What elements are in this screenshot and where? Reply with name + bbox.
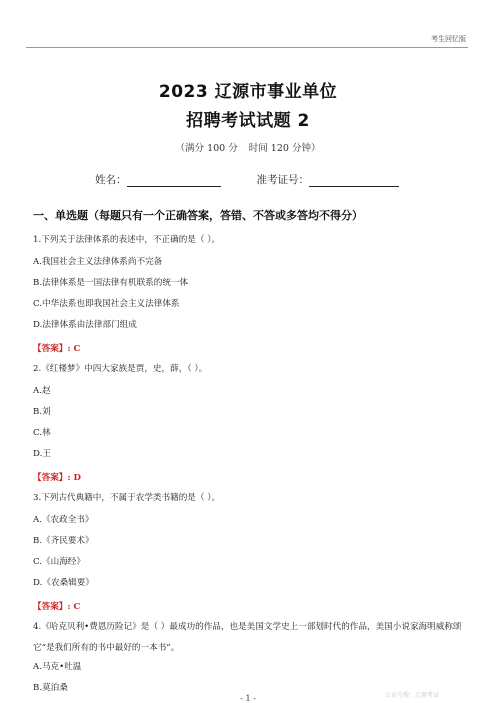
name-blank	[127, 174, 221, 187]
id-label: 准考证号：	[256, 174, 309, 186]
question-stem: 4.《哈克贝利•费恩历险记》是（ ）最成功的作品，也是美国文学史上一部划时代的作品，美国小说家海明威称颂它“是我们所有的书中最好的一本书”。	[33, 622, 462, 653]
answer-label: 【答案】: C	[33, 344, 81, 354]
score-info: （满分 100 分	[175, 143, 238, 154]
question-option: A.《农政全书》	[33, 515, 94, 525]
answer-label: 【答案】: D	[33, 473, 81, 483]
question-option: D.《农桑辑要》	[33, 578, 94, 588]
name-label: 姓名：	[95, 174, 127, 186]
header-divider	[26, 47, 468, 48]
question-option: B.《齐民要术》	[33, 536, 94, 546]
question-option: B.刘	[33, 407, 51, 417]
question-option: C.《山海经》	[33, 557, 85, 567]
question-option: A.马克•吐温	[33, 662, 82, 672]
answer-label: 【答案】: C	[33, 602, 81, 612]
exam-title-line2: 招聘考试试题 2	[186, 111, 310, 131]
question-option: C.中华法系也即我国社会主义法律体系	[33, 299, 180, 309]
section-heading: 一、单选题（每题只有一个正确答案，答错、不答或多答均不得分）	[33, 209, 363, 222]
question-option: B.莫泊桑	[33, 683, 68, 693]
question-option: A.赵	[33, 386, 51, 396]
header-note: 考生回忆版	[431, 35, 466, 43]
question-option: D.法律体系由法律部门组成	[33, 320, 137, 330]
time-info: 时间 120 分钟）	[248, 143, 321, 154]
exam-subtitle	[0, 140, 496, 154]
question-option: A.我国社会主义法律体系尚不完备	[33, 257, 163, 267]
candidate-fields	[95, 172, 399, 187]
question-stem: 1.下列关于法律体系的表述中，不正确的是（ ）。	[33, 235, 221, 245]
watermark: 公众号搜：辽源考试	[385, 692, 440, 699]
question-option: D.王	[33, 449, 51, 459]
exam-title-line1: 2023 辽源市事业单位	[158, 82, 338, 102]
question-stem: 2.《红楼梦》中四大家族是贾，史，薛，（ ）。	[33, 364, 208, 374]
question-option: C.林	[33, 428, 51, 438]
page-number: - 1 -	[240, 694, 256, 703]
question-stem: 3.下列古代典籍中，不属于农学类书籍的是（ ）。	[33, 493, 221, 503]
id-blank	[309, 174, 399, 187]
question-option: B.法律体系是一国法律有机联系的统一体	[33, 278, 189, 288]
